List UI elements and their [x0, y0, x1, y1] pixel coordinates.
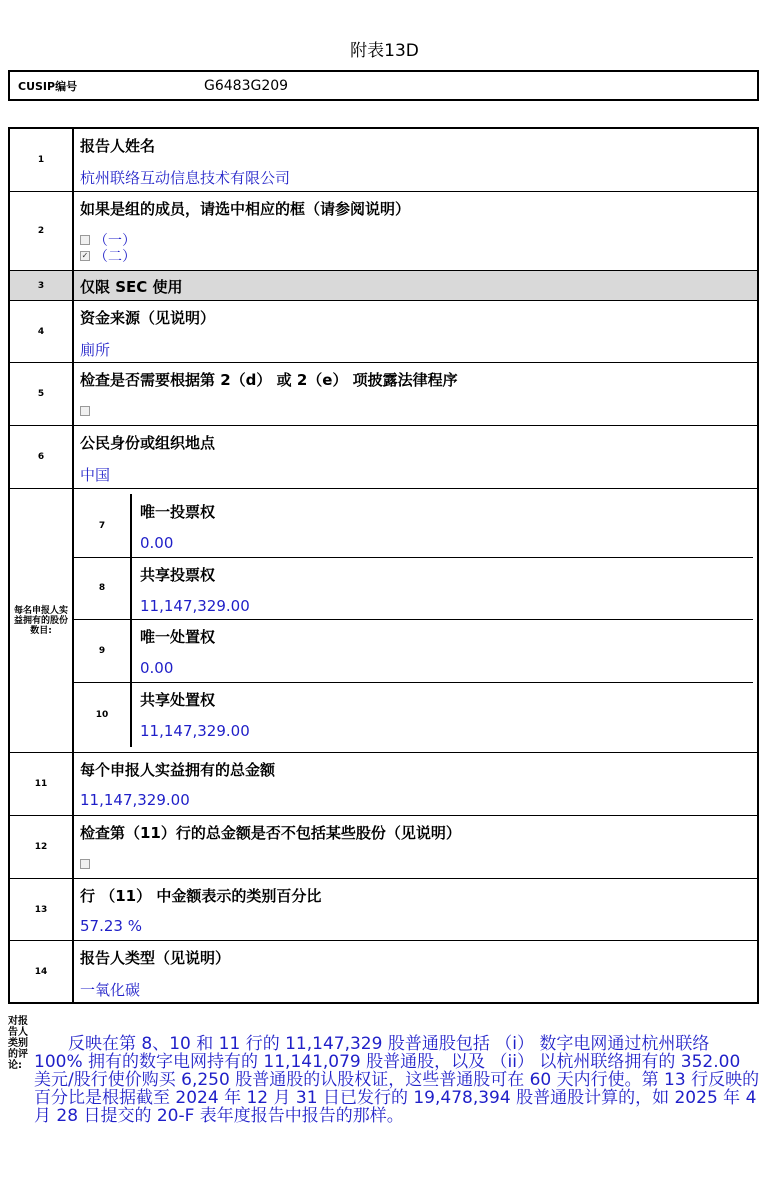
group-b-checkbox[interactable]: ✓ [81, 251, 89, 260]
row-number: 8 [74, 557, 132, 619]
remarks-label: 对报告人类别的评论: [8, 1016, 28, 1071]
row-value: 中国 [80, 466, 111, 484]
row-label: 唯一处置权 [140, 628, 216, 646]
row-value: 0.00 [140, 534, 174, 552]
row-value: 11,147,329.00 [80, 791, 190, 809]
row-number: 1 [10, 129, 74, 191]
row-value: 杭州联络互动信息技术有限公司 [80, 169, 291, 187]
row-6 [10, 426, 757, 489]
row-label: 共享投票权 [140, 566, 216, 584]
row-value: 11,147,329.00 [140, 597, 250, 615]
row-label: 公民身份或组织地点 [80, 434, 216, 452]
row-3 [10, 271, 757, 301]
row-9 [74, 619, 753, 683]
group-b-label: （二） [94, 249, 136, 265]
row-number: 13 [10, 879, 74, 940]
row-label: 仅限 SEC 使用 [80, 278, 183, 296]
row-4 [10, 301, 757, 363]
row-value: 11,147,329.00 [140, 722, 250, 740]
row-number: 4 [10, 301, 74, 362]
row-2 [10, 192, 757, 271]
row-number: 9 [74, 619, 132, 682]
row-number: 2 [10, 192, 74, 270]
excludes-shares-checkbox[interactable] [80, 859, 90, 869]
shares-side-label: 每名申报人实益拥有的股份数目: [10, 489, 74, 752]
row-label: 共享处置权 [140, 691, 216, 709]
row-14 [10, 941, 757, 1002]
row-label: 每个申报人实益拥有的总金额 [80, 761, 276, 779]
shares-group [10, 489, 757, 753]
row-label: 行 （11） 中金额表示的类别百分比 [80, 887, 322, 905]
row-8 [74, 557, 753, 620]
row-number: 7 [74, 494, 132, 557]
row-1 [10, 129, 757, 192]
row-5 [10, 363, 757, 426]
cusip-label: CUSIP编号 [18, 80, 78, 93]
cover-page-table [8, 127, 759, 1004]
cusip-box [8, 70, 759, 101]
row-label: 如果是组的成员，请选中相应的框（请参阅说明） [80, 200, 411, 218]
cusip-value: G6483G209 [204, 78, 289, 94]
legal-proceedings-checkbox[interactable] [80, 406, 90, 416]
row-number: 10 [74, 682, 132, 747]
row-number: 5 [10, 363, 74, 425]
row-value: 57.23 % [80, 917, 142, 935]
row-label: 报告人类型（见说明） [80, 949, 231, 967]
row-10 [74, 682, 753, 747]
row-7 [74, 494, 753, 558]
row-number: 6 [10, 426, 74, 488]
row-number: 12 [10, 816, 74, 878]
row-label: 资金来源（见说明） [80, 309, 216, 327]
row-11 [10, 753, 757, 816]
group-a-checkbox[interactable] [80, 235, 90, 245]
row-number: 3 [10, 271, 74, 300]
row-value: 一氧化碳 [80, 981, 141, 999]
row-number: 11 [10, 753, 74, 815]
row-label: 检查是否需要根据第 2（d） 或 2（e） 项披露法律程序 [80, 371, 458, 389]
group-a-label: （一） [94, 233, 136, 249]
row-12 [10, 816, 757, 879]
form-title: 附表13D [350, 41, 419, 61]
row-number: 14 [10, 941, 74, 1002]
row-label: 检查第（11）行的总金额是否不包括某些股份（见说明） [80, 824, 461, 842]
row-13 [10, 879, 757, 941]
row-label: 报告人姓名 [80, 137, 156, 155]
row-value: 0.00 [140, 659, 174, 677]
remarks-text: 反映在第 8、10 和 11 行的 11,147,329 股普通股包括 （i） 数字电网通过杭州联络 100% 拥有的数字电网持有的 11,141,079 股普通股，以及 （ii） 以杭州联络拥有的 352.00 美元/股行使价购买 6,250 股普通股的认股权证，这些普通股可在 60 天内行使。第 13 行反映的百分比是根据截至 2024 年 12 月 31 日已发行的 19,478,394 股普通股计算的，如 2025 年 4 月 28 日提交的 20-F 表年度报告中报告的那样。 [34, 1034, 760, 1126]
row-label: 唯一投票权 [140, 503, 216, 521]
row-value: 廁所 [80, 341, 111, 359]
